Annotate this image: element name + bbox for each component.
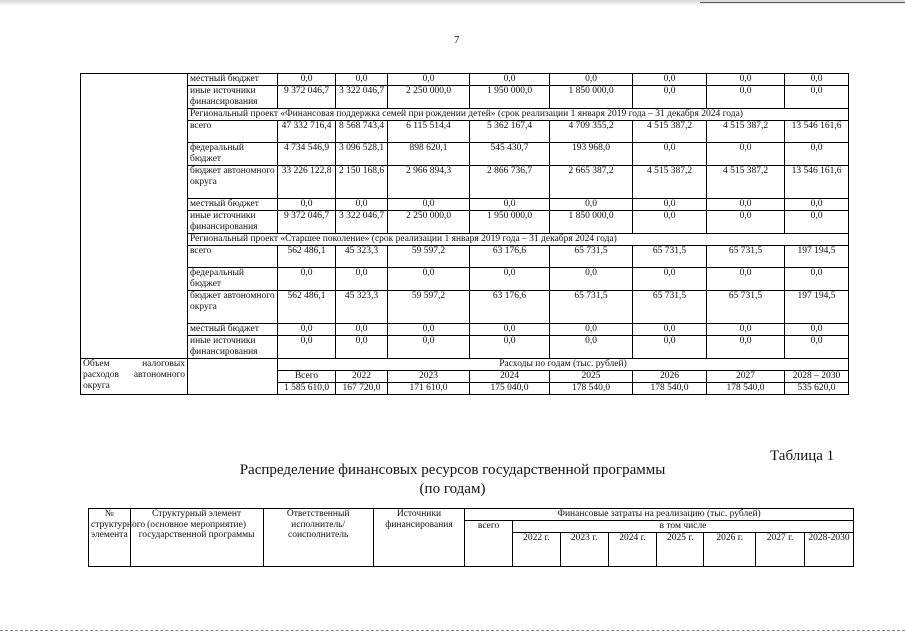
value-cell: 4 515 387,2 xyxy=(633,121,707,143)
project-title-row xyxy=(81,234,849,246)
row-label: местный бюджет xyxy=(188,199,278,211)
total-header: всего xyxy=(465,521,513,567)
scan-edge-bottom xyxy=(0,630,905,632)
value-cell: 197 194,5 xyxy=(785,291,849,324)
table-number: Таблица 1 xyxy=(770,448,835,464)
year-header: 2028-2030 xyxy=(804,533,853,567)
value-cell: 4 515 387,2 xyxy=(707,166,785,199)
value-cell: 0,0 xyxy=(633,86,707,109)
tax-year: 2026 xyxy=(633,371,707,383)
value-cell: 0,0 xyxy=(388,336,470,359)
section-heading: Распределение финансовых ресурсов государственной программы xyxy=(239,462,666,478)
value-cell: 0,0 xyxy=(785,199,849,211)
value-cell: 2 665 387,2 xyxy=(550,166,633,199)
table-row xyxy=(81,336,849,359)
scan-line xyxy=(700,2,905,3)
value-cell: 0,0 xyxy=(707,143,785,166)
value-cell: 59 597,2 xyxy=(388,246,470,268)
tax-value: 1 585 610,0 xyxy=(278,383,336,395)
value-cell: 0,0 xyxy=(470,199,550,211)
col-executor-header: Ответственный исполнитель/соисполнитель xyxy=(263,509,373,567)
row-label: местный бюджет xyxy=(188,324,278,336)
value-cell: 0,0 xyxy=(470,336,550,359)
value-cell: 0,0 xyxy=(707,324,785,336)
value-cell: 0,0 xyxy=(470,268,550,291)
value-cell: 5 362 167,4 xyxy=(470,121,550,143)
value-cell: 0,0 xyxy=(785,143,849,166)
value-cell: 0,0 xyxy=(336,74,388,86)
tax-year: 2024 xyxy=(470,371,550,383)
year-header: 2023 г. xyxy=(560,533,608,567)
tax-year: 2027 xyxy=(707,371,785,383)
value-cell: 2 150 168,6 xyxy=(336,166,388,199)
tax-year: 2025 xyxy=(550,371,633,383)
value-cell: 1 950 000,0 xyxy=(470,211,550,234)
table-row xyxy=(81,199,849,211)
value-cell: 0,0 xyxy=(633,324,707,336)
tax-header-row xyxy=(81,359,849,371)
value-cell: 13 546 161,6 xyxy=(785,121,849,143)
value-cell: 0,0 xyxy=(470,324,550,336)
value-cell: 1 950 000,0 xyxy=(470,86,550,109)
year-header: 2024 г. xyxy=(608,533,657,567)
value-cell: 0,0 xyxy=(707,199,785,211)
project-title: Региональный проект «Финансовая поддержка семей при рождении детей» (срок реализации 1 января 2019 года – 31 декабря 2024 года) xyxy=(188,109,849,121)
value-cell: 3 322 046,7 xyxy=(336,211,388,234)
value-cell: 0,0 xyxy=(278,268,336,291)
table-row xyxy=(81,211,849,234)
tax-year: Всего xyxy=(278,371,336,383)
value-cell: 4 515 387,2 xyxy=(707,121,785,143)
value-cell: 3 322 046,7 xyxy=(336,86,388,109)
year-header: 2022 г. xyxy=(512,533,560,567)
table-row xyxy=(81,74,849,86)
value-cell: 2 966 894,3 xyxy=(388,166,470,199)
table-row xyxy=(81,143,849,166)
tax-value: 535 620,0 xyxy=(785,383,849,395)
value-cell: 0,0 xyxy=(785,74,849,86)
value-cell: 0,0 xyxy=(707,336,785,359)
value-cell: 0,0 xyxy=(707,74,785,86)
value-cell: 0,0 xyxy=(550,324,633,336)
value-cell: 0,0 xyxy=(336,268,388,291)
row-label: иные источники финансирования xyxy=(188,86,278,109)
value-cell: 4 734 546,9 xyxy=(278,143,336,166)
value-cell: 65 731,5 xyxy=(550,246,633,268)
tax-value: 178 540,0 xyxy=(707,383,785,395)
tax-value: 171 610,0 xyxy=(388,383,470,395)
row-label: местный бюджет xyxy=(188,74,278,86)
financing-table xyxy=(80,73,849,395)
value-cell: 47 332 716,4 xyxy=(278,121,336,143)
tax-label: Объем налоговых расходов автономного округа xyxy=(81,359,188,395)
value-cell: 0,0 xyxy=(336,324,388,336)
fin-costs-header: Финансовые затраты на реализацию (тыс. рублей) xyxy=(465,509,854,521)
row-label: бюджет автономного округа xyxy=(188,166,278,199)
section-subheading: (по годам) xyxy=(419,481,486,497)
value-cell: 9 372 046,7 xyxy=(278,211,336,234)
value-cell: 1 850 000,0 xyxy=(550,211,633,234)
row-label: всего xyxy=(188,121,278,143)
value-cell: 65 731,5 xyxy=(633,246,707,268)
value-cell: 562 486,1 xyxy=(278,246,336,268)
value-cell: 2 866 736,7 xyxy=(470,166,550,199)
value-cell: 0,0 xyxy=(278,336,336,359)
value-cell: 0,0 xyxy=(785,86,849,109)
page-number: 7 xyxy=(454,34,460,46)
value-cell: 0,0 xyxy=(785,336,849,359)
value-cell: 1 850 000,0 xyxy=(550,86,633,109)
value-cell: 0,0 xyxy=(633,143,707,166)
row-label: иные источники финансирования xyxy=(188,211,278,234)
table-row xyxy=(81,246,849,268)
row-label: бюджет автономного округа xyxy=(188,291,278,324)
row-label: всего xyxy=(188,246,278,268)
value-cell: 545 430,7 xyxy=(470,143,550,166)
value-cell: 59 597,2 xyxy=(388,291,470,324)
value-cell: 33 226 122,8 xyxy=(278,166,336,199)
tax-empty-cell xyxy=(188,359,278,395)
col-element-header: Структурный элемент (основное мероприятие) государственной программы xyxy=(130,509,263,567)
year-header: 2027 г. xyxy=(756,533,805,567)
table-row xyxy=(81,121,849,143)
value-cell: 8 568 743,4 xyxy=(336,121,388,143)
scan-edge-top xyxy=(0,0,905,6)
value-cell: 63 176,6 xyxy=(470,246,550,268)
col-number-header: № структурного элемента xyxy=(89,509,131,567)
value-cell: 0,0 xyxy=(550,268,633,291)
value-cell: 0,0 xyxy=(707,268,785,291)
value-cell: 2 250 000,0 xyxy=(388,211,470,234)
value-cell: 6 115 514,4 xyxy=(388,121,470,143)
value-cell: 0,0 xyxy=(550,336,633,359)
value-cell: 2 250 000,0 xyxy=(388,86,470,109)
year-header: 2025 г. xyxy=(657,533,704,567)
value-cell: 0,0 xyxy=(388,324,470,336)
value-cell: 0,0 xyxy=(633,199,707,211)
tax-year: 2023 xyxy=(388,371,470,383)
value-cell: 45 323,3 xyxy=(336,291,388,324)
value-cell: 0,0 xyxy=(633,336,707,359)
tax-value: 178 540,0 xyxy=(633,383,707,395)
value-cell: 0,0 xyxy=(633,74,707,86)
value-cell: 65 731,5 xyxy=(707,291,785,324)
value-cell: 0,0 xyxy=(388,268,470,291)
table-row xyxy=(81,324,849,336)
value-cell: 13 546 161,6 xyxy=(785,166,849,199)
value-cell: 0,0 xyxy=(707,86,785,109)
value-cell: 65 731,5 xyxy=(633,291,707,324)
year-header: 2026 г. xyxy=(704,533,756,567)
tax-year: 2022 xyxy=(336,371,388,383)
value-cell: 0,0 xyxy=(278,324,336,336)
tax-value: 178 540,0 xyxy=(550,383,633,395)
left-merged-cell xyxy=(81,74,188,359)
tax-year: 2028 – 2030 xyxy=(785,371,849,383)
value-cell: 0,0 xyxy=(336,336,388,359)
value-cell: 0,0 xyxy=(550,199,633,211)
value-cell: 0,0 xyxy=(785,268,849,291)
value-cell: 562 486,1 xyxy=(278,291,336,324)
tax-value: 167 720,0 xyxy=(336,383,388,395)
row-label: федеральный бюджет xyxy=(188,268,278,291)
table-row xyxy=(81,86,849,109)
value-cell: 0,0 xyxy=(388,74,470,86)
value-cell: 0,0 xyxy=(278,199,336,211)
value-cell: 0,0 xyxy=(785,324,849,336)
value-cell: 0,0 xyxy=(633,268,707,291)
tax-value: 175 040,0 xyxy=(470,383,550,395)
col-sources-header: Источники финансирования xyxy=(373,509,464,567)
row-label: иные источники финансирования xyxy=(188,336,278,359)
including-header: в том числе xyxy=(512,521,853,533)
value-cell: 3 096 528,1 xyxy=(336,143,388,166)
value-cell: 0,0 xyxy=(633,211,707,234)
table-row xyxy=(81,166,849,199)
value-cell: 898 620,1 xyxy=(388,143,470,166)
value-cell: 65 731,5 xyxy=(550,291,633,324)
distribution-table xyxy=(88,508,854,567)
value-cell: 0,0 xyxy=(550,74,633,86)
value-cell: 9 372 046,7 xyxy=(278,86,336,109)
project-title-row xyxy=(81,109,849,121)
project-title: Региональный проект «Старшее поколение» (срок реализации 1 января 2019 года – 31 декабря 2024 года) xyxy=(188,234,849,246)
tax-header: Расходы по годам (тыс. рублей) xyxy=(278,359,849,371)
value-cell: 0,0 xyxy=(470,74,550,86)
value-cell: 63 176,6 xyxy=(470,291,550,324)
value-cell: 0,0 xyxy=(278,74,336,86)
value-cell: 197 194,5 xyxy=(785,246,849,268)
value-cell: 65 731,5 xyxy=(707,246,785,268)
value-cell: 0,0 xyxy=(388,199,470,211)
value-cell: 45 323,3 xyxy=(336,246,388,268)
row-label: федеральный бюджет xyxy=(188,143,278,166)
value-cell: 0,0 xyxy=(785,211,849,234)
value-cell: 193 968,0 xyxy=(550,143,633,166)
table-row xyxy=(81,291,849,324)
value-cell: 4 515 387,2 xyxy=(633,166,707,199)
table-row xyxy=(81,268,849,291)
value-cell: 0,0 xyxy=(336,199,388,211)
value-cell: 4 709 355,2 xyxy=(550,121,633,143)
value-cell: 0,0 xyxy=(707,211,785,234)
